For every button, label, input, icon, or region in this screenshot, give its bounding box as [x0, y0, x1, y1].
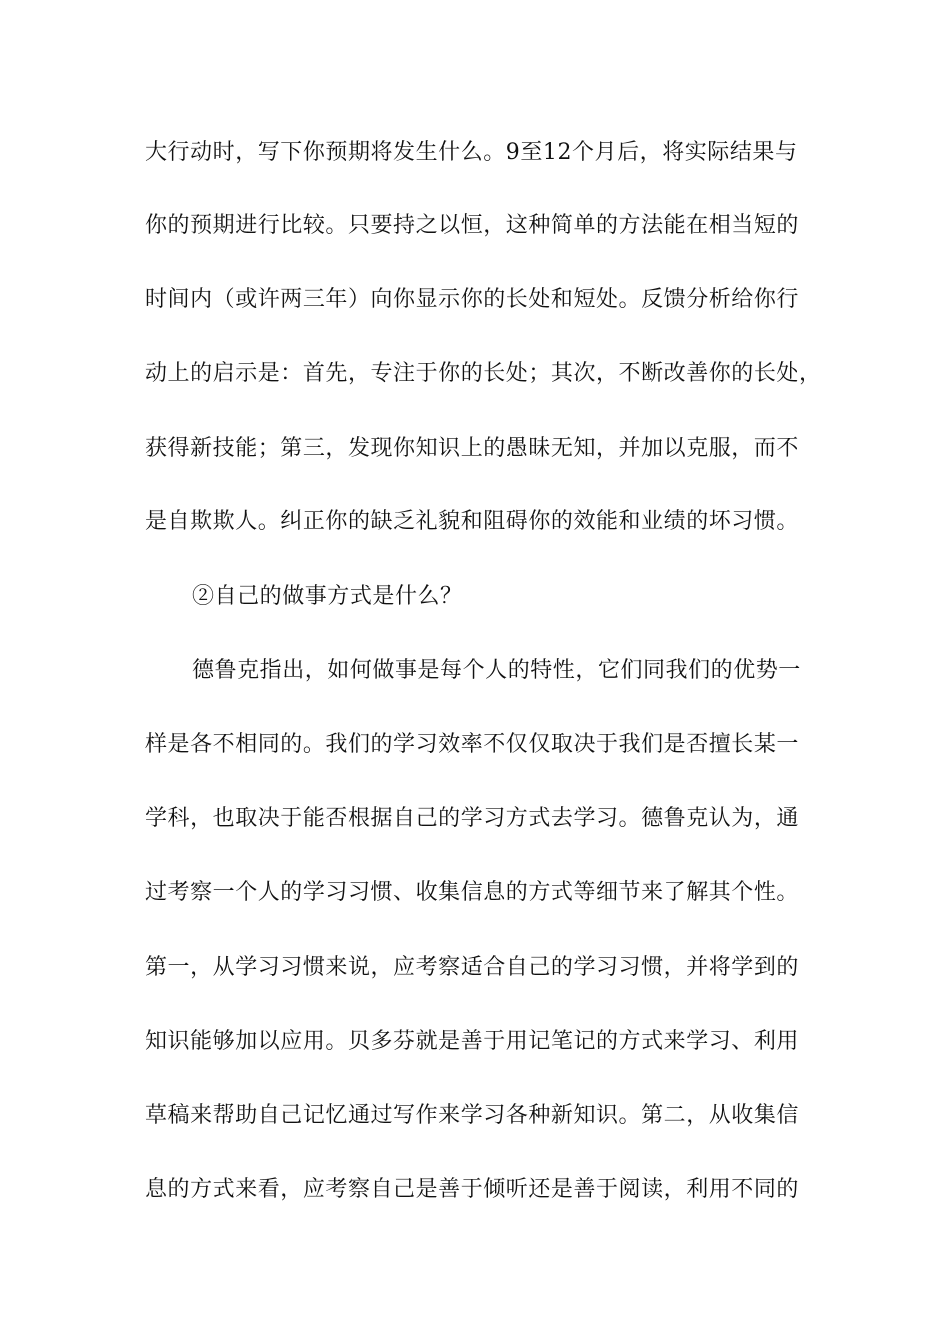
section-heading: ②自己的做事方式是什么？: [192, 584, 463, 609]
text-line: 时间内（或许两三年）向你显示你的长处和短处。反馈分析给你行: [145, 287, 799, 312]
text-line: 样是各不相同的。我们的学习效率不仅仅取决于我们是否擅长某一: [145, 732, 799, 757]
text-line: 第一，从学习习惯来说，应考察适合自己的学习习惯，并将学到的: [145, 955, 799, 980]
text-line: 知识能够加以应用。贝多芬就是善于用记笔记的方式来学习、利用: [145, 1029, 799, 1054]
text-line: 学科，也取决于能否根据自己的学习方式去学习。德鲁克认为，通: [145, 806, 799, 831]
text-line: 动上的启示是：首先，专注于你的长处；其次，不断改善你的长处，: [145, 361, 822, 386]
text-line: 息的方式来看，应考察自己是善于倾听还是善于阅读，利用不同的: [145, 1177, 799, 1202]
text-line: 德鲁克指出，如何做事是每个人的特性，它们同我们的优势一: [192, 658, 801, 683]
text-line: 过考察一个人的学习习惯、收集信息的方式等细节来了解其个性。: [145, 880, 799, 905]
text-line: 是自欺欺人。纠正你的缺乏礼貌和阻碍你的效能和业绩的坏习惯。: [145, 509, 799, 534]
text-line: 你的预期进行比较。只要持之以恒，这种简单的方法能在相当短的: [145, 213, 799, 238]
text-line: 获得新技能；第三，发现你知识上的愚昧无知，并加以克服，而不: [145, 436, 799, 461]
text-line: 草稿来帮助自己记忆通过写作来学习各种新知识。第二，从收集信: [145, 1103, 799, 1128]
text-line: 大行动时，写下你预期将发生什么。9至12个月后，将实际结果与: [145, 140, 798, 165]
